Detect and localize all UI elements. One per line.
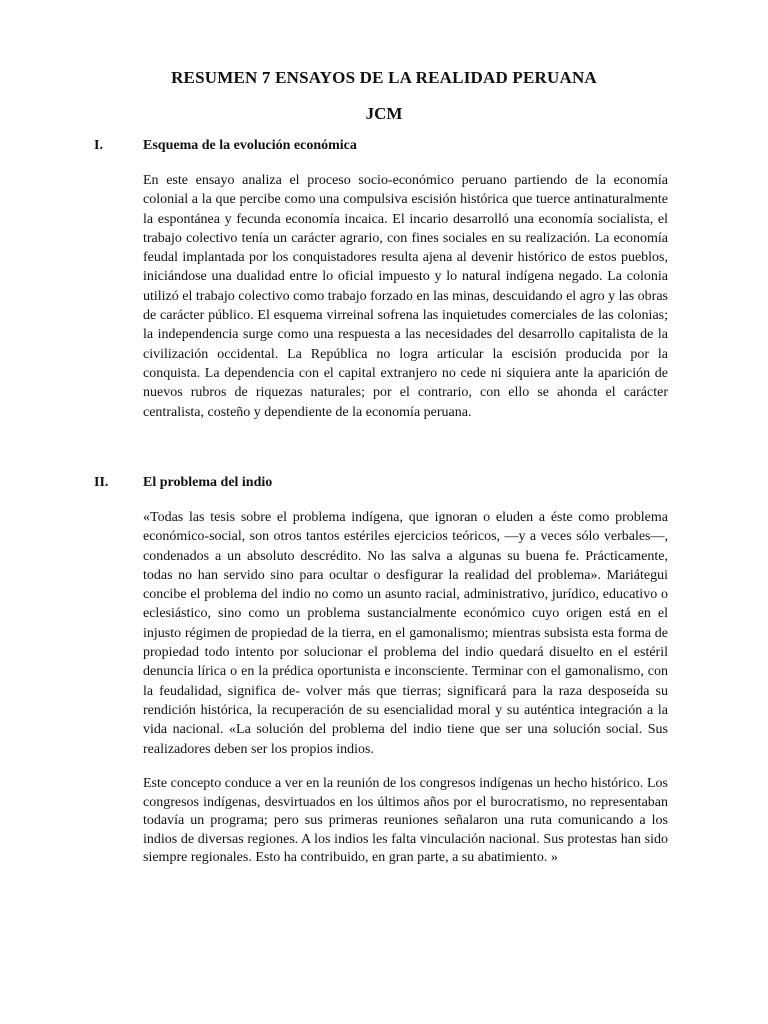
section-number: I. [94,138,103,153]
section-paragraph: «Todas las tesis sobre el problema indígena, que ignoran o eluden a éste como problema económico-social, son otros tantos estériles ejercicios teóricos, —y a veces sólo verbales—, condenados a un absoluto descrédito. No las salva a algunas su buena fe. Prácticamente, todas no han servido sino para ocultar o desfigurar la realidad del problema». Mariátegui concibe el problema del indio no como un asunto racial, administrativo, jurídico, educativo o eclesiástico, sino como un problema sustancialmente económico cuyo origen está en el injusto régimen de propiedad de la tierra, en el gamonalismo; mientras subsista esta forma de propiedad todo intento por solucionar el problema del indio quedará disuelto en el estéril denuncia lírica o en la prédica oportunista e inconsciente. Terminar con el gamonalismo, con la feudalidad, significa de- volver más que tierras; significará para la raza desposeída su rendición histórica, la recuperación de su esencialidad moral y su auténtica integración a la vida nacional. «La solución del problema del indio tiene que ser una solución social. Sus realizadores deben ser los propios indios. [143,510,668,757]
document-subtitle: JCM [365,104,403,123]
section-title: Esquema de la evolución económica [143,138,357,153]
section-number: II. [94,475,109,490]
section-title: El problema del indio [143,475,273,490]
section-paragraph: En este ensayo analiza el proceso socio-económico peruano partiendo de la economía colonial a la que percibe como una compulsiva escisión histórica que tuerce antinaturalmente la espontánea y fecunda economía incaica. El incario desarrolló una economía socialista, el trabajo colectivo tenía un carácter agrario, con fines sociales en su realización. La economía feudal implantada por los conquistadores resulta ajena al devenir histórico de estos pueblos, iniciándose una dualidad entre lo oficial impuesto y lo natural indígena negado. La colonia utilizó el trabajo colectivo como trabajo forzado en las minas, descuidando el agro y las obras de carácter público. El esquema virreinal sofrena las inquietudes comerciales de las colonias; la independencia surge como una respuesta a las necesidades del desarrollo capitalista de la civilización occidental. La República no logra articular la escisión producida por la conquista. La dependencia con el capital extranjero no cede ni siquiera ante la aparición de nuevos rubros de riquezas naturales; por el contrario, con ello se ahonda el carácter centralista, costeño y dependiente de la economía peruana. [143,173,668,420]
section-paragraph: Este concepto conduce a ver en la reunión de los congresos indígenas un hecho histórico. Los congresos indígenas, desvirtuados en los últimos años por el burocratismo, no representaban todavía un programa; pero sus primeras reuniones señalaron una ruta comunicando a los indios de diversas regiones. A los indios les falta vinculación nacional. Sus protestas han sido siempre regionales. Esto ha contribuido, en gran parte, a su abatimiento. » [143,776,668,866]
document-title: RESUMEN 7 ENSAYOS DE LA REALIDAD PERUANA [171,68,597,87]
